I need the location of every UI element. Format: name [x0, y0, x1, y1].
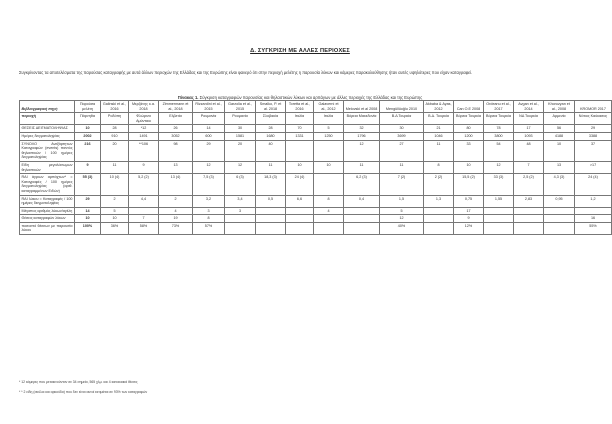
table-cell: 20 [225, 140, 256, 161]
table-cell [514, 222, 544, 234]
region-cell: ΝΔ Τουρκία [514, 113, 544, 125]
table-cell: 2,83 [514, 195, 544, 207]
header-cell: Mengüllüoğlu 2010 [380, 101, 424, 113]
table-cell: 26 [159, 125, 193, 133]
table-cell: 32 [344, 125, 380, 133]
table-cell: 98 [159, 140, 193, 161]
region-cell: Αρμενία [544, 113, 575, 125]
table-cell: 2002 [75, 132, 101, 140]
table-cell: >17 [575, 161, 612, 173]
table-cell: 14 [75, 207, 101, 215]
header-cell: Khorozyan et al., 2008 [544, 101, 575, 113]
table-cell: 80 [454, 125, 484, 133]
table-cell [314, 140, 344, 161]
table-cell: 5 [380, 207, 424, 215]
table-cell: 10 (4) [101, 174, 129, 195]
header-cell: Παρούσα μελέτη [75, 101, 101, 113]
table-cell [484, 207, 514, 215]
table-cell: 17 [514, 125, 544, 133]
table-cell [484, 215, 514, 223]
row-label: Ημέρες δειγματοληψίας [20, 132, 75, 140]
region-cell: Φλώρινα Αμύνταιο [129, 113, 159, 125]
table-cell: 37 [575, 140, 612, 161]
table-cell: 20 [101, 140, 129, 161]
table-cell: 13 [159, 161, 193, 173]
table-body [20, 113, 612, 235]
table-cell: 5 [101, 207, 129, 215]
table-cell: 13 (4) [159, 174, 193, 195]
table-cell: 1,55 [484, 195, 514, 207]
footnote: * * 2 είδη (σκύλοι και αρκούδα) που δεν είναι αυτοί εκτιμάται σε 93% των καταγραφών [19, 390, 148, 394]
table-cell: 54 [484, 140, 514, 161]
table-cell [314, 222, 344, 234]
table-cell: 600 [193, 132, 225, 140]
table-cell: 12 [484, 161, 514, 173]
region-cell: Β.Δ. Τουρκία [424, 113, 454, 125]
table-cell [544, 222, 575, 234]
table-cell [314, 174, 344, 195]
table-cell: 27 [380, 140, 424, 161]
table-cell [314, 215, 344, 223]
header-cell: Garzolia et al., 2015 [225, 101, 256, 113]
header-cell: Galavernì et al., 2012 [314, 101, 344, 113]
table-cell: 48 [514, 140, 544, 161]
region-cell: Ρουμανία [225, 113, 256, 125]
table-cell [256, 215, 286, 223]
table-cell: 10 [544, 140, 575, 161]
region-cell: Βόρεια Μακεδονία [344, 113, 380, 125]
table-cell [225, 222, 256, 234]
table-cell [514, 215, 544, 223]
table-cell: 2 [159, 195, 193, 207]
table-cell [286, 207, 314, 215]
table-cell: 2,5 (2) [514, 174, 544, 195]
table-cell [575, 207, 612, 215]
table-cell: 4 [159, 207, 193, 215]
table-cell [286, 222, 314, 234]
region-cell: Βόρεια Τουρκία [484, 113, 514, 125]
table-cell: 13 [544, 161, 575, 173]
table-cell: 11 [424, 140, 454, 161]
table-cell: 70 [286, 125, 314, 133]
table-cell: 30 [380, 125, 424, 133]
row-label: RAI λύκου = Καταγραφές / 100 ημέρες δειγματοληψίας [20, 195, 75, 207]
table-cell: 5 [314, 125, 344, 133]
header-cell: Galinski et al., 2016 [101, 101, 129, 113]
table-cell: 57% [193, 222, 225, 234]
table-cell: 5,2 (2) [129, 174, 159, 195]
table-cell [424, 215, 454, 223]
table-row [20, 215, 612, 223]
table-cell: 55 (3) [75, 174, 101, 195]
row-label: Μέγιστος αριθμός λύκων/αγέλη [20, 207, 75, 215]
row-label: ΘΕΣΕΙΣ ΔΕΙΓΜΑΤΟΛΗΨΙΑΣ [20, 125, 75, 133]
table-row-region [20, 113, 612, 125]
table-cell: 1,2 [575, 195, 612, 207]
table-cell: 12 [380, 215, 424, 223]
table-cell: 30 [225, 125, 256, 133]
table-cell: 10 [454, 161, 484, 173]
row-label: ποσοστό θέσεων με παρουσία λύκου [20, 222, 75, 234]
table-cell: 12 [225, 161, 256, 173]
table-cell: *12 [129, 125, 159, 133]
table-row [20, 140, 612, 161]
table-cell: 1,3 [424, 195, 454, 207]
region-cell: Πάρνηθα [75, 113, 101, 125]
row-label: Είδη μεγαλόσωμων θηλαστικών [20, 161, 75, 173]
table-cell: 9 [454, 215, 484, 223]
table-cell: 0,75 [454, 195, 484, 207]
row-label: ΣΥΝΟΛΟ Ανεξάρτητων Καταγραφών (events) παντός θηλαστικών / 100 ημέρες δειγματοληψίας [20, 140, 75, 161]
table-cell: 11 [344, 161, 380, 173]
table-row [20, 174, 612, 195]
table-cell: 7 [514, 161, 544, 173]
table-cell: 10 [101, 215, 129, 223]
footnote: * 12 κάμερες που μετακινούνταν σε 34 σημεία, 565 χλμ. και 4 κατοικιακά θέσεις [19, 380, 138, 384]
footnotes [19, 377, 579, 397]
table-cell: 1046 [424, 132, 454, 140]
table-cell: 3,4 [225, 195, 256, 207]
table-cell: 19 [159, 215, 193, 223]
table-cell: 9 [75, 161, 101, 173]
table-cell [256, 207, 286, 215]
table-cell [544, 215, 575, 223]
table-cell [484, 222, 514, 234]
table-cell: 24 (4) [575, 174, 612, 195]
header-cell: Μερζάνης κ.α. 2018 [129, 101, 159, 113]
table-cell: 33 (3) [484, 174, 514, 195]
table-cell [286, 140, 314, 161]
table-cell: 3,2 [193, 195, 225, 207]
table-cell [129, 207, 159, 215]
table-cell: 6,6 [286, 195, 314, 207]
table-cell: 21 [424, 125, 454, 133]
table-cell: 12% [454, 222, 484, 234]
table-cell: 9 [129, 161, 159, 173]
table-cell [544, 207, 575, 215]
table-cell: 29 [193, 140, 225, 161]
table-cell: 2 (2) [424, 174, 454, 195]
header-cell: Smalko, P. et al. 2018 [256, 101, 286, 113]
table-cell: 8 [314, 195, 344, 207]
table-cell [344, 222, 380, 234]
table-cell: 10 [286, 161, 314, 173]
row-label: περιοχή [20, 113, 75, 125]
table-cell: 11 [256, 161, 286, 173]
region-cell: Β.Δ Τουρκία [380, 113, 424, 125]
header-cell: Rizzardini et al., 2015 [193, 101, 225, 113]
table-cell: 36% [101, 222, 129, 234]
header-cell: Toretta et al., 2016 [286, 101, 314, 113]
table-cell: 11 [101, 161, 129, 173]
table-cell: 10 [75, 125, 101, 133]
table-cell: 11 [380, 161, 424, 173]
table-cell: 1250 [314, 132, 344, 140]
table-cell: 4188 [544, 132, 575, 140]
region-cell: Ροδόπη [101, 113, 129, 125]
region-cell: Βόρεια Τουρκία [454, 113, 484, 125]
table-cell: 28 [256, 125, 286, 133]
table-cell: 6 (3) [225, 174, 256, 195]
table-cell: 7,5 (3) [193, 174, 225, 195]
table-cell: 6,2 (3) [344, 174, 380, 195]
table-row [20, 195, 612, 207]
table-cell: 1680 [256, 132, 286, 140]
table-cell: 7 (2) [380, 174, 424, 195]
table-caption-label: Πίνακας 1. [177, 95, 199, 100]
header-cell: Can O.E 2008 [454, 101, 484, 113]
table-cell: 1200 [454, 132, 484, 140]
table-cell: 0,5 [256, 195, 286, 207]
table-cell: 55% [575, 222, 612, 234]
table-cell: 8 [193, 215, 225, 223]
table-cell: 1093 [514, 132, 544, 140]
table-row [20, 222, 612, 234]
table-cell: 29 [575, 125, 612, 133]
table-cell: 216 [75, 140, 101, 161]
table-cell: 40% [380, 222, 424, 234]
table-cell: 4,3 (3) [544, 174, 575, 195]
region-cell: Σλοβακία [256, 113, 286, 125]
table-cell: 15,5 (2) [454, 174, 484, 195]
table-cell: **106 [129, 140, 159, 161]
table-row [20, 132, 612, 140]
table-cell: 28 [101, 125, 129, 133]
intro-paragraph: Συγκρίνοντας τα αποτελέσματα της παρούσας καταγραφής με αυτά άλλων περιοχών της Ελλάδας και της Ευρώπης είναι φανερό ότι στην περιοχή μελέτης η παρουσία λύκων και κάμερες παρακολούθησης ήταν αυτές υψηλότερες που είχαν καταγραφεί. [19, 70, 473, 75]
table-cell: 8 [424, 161, 454, 173]
comparison-table [19, 100, 612, 235]
table-cell [344, 215, 380, 223]
table-cell: 4 [314, 207, 344, 215]
table-cell: 910 [101, 132, 129, 140]
table-cell: 18,3 (3) [256, 174, 286, 195]
table-cell: 3 [193, 207, 225, 215]
table-cell: 78 [484, 125, 514, 133]
row-label: RAI άγριων αρπάχτων* = Καταγραφές / 100 ημέρες δειγματοληψίας (αριθ. καταγραμμένων Ειδών) [20, 174, 75, 195]
table-cell [286, 215, 314, 223]
table-cell: 0,4 [344, 195, 380, 207]
header-cell: Zimmermann et al., 2018 [159, 101, 193, 113]
table-cell: 14 [193, 125, 225, 133]
table-row [20, 207, 612, 215]
table-cell [514, 207, 544, 215]
region-cell: Νότιος Καύκασος [575, 113, 612, 125]
table-cell: 1331 [286, 132, 314, 140]
table-row [20, 161, 612, 173]
table-cell [424, 207, 454, 215]
table-cell: 3 [225, 207, 256, 215]
header-cell: Avgan et al., 2014 [514, 101, 544, 113]
region-cell: Ρουμανία [193, 113, 225, 125]
region-cell: Ελβετία [159, 113, 193, 125]
table-cell: 0,95 [544, 195, 575, 207]
table-cell [424, 222, 454, 234]
table-cell: 100% [75, 222, 101, 234]
table-cell: 58% [129, 222, 159, 234]
header-cell: Βιβλιογραφική πηγή [20, 101, 75, 113]
row-label: Θέσεις καταγραφών λύκων [20, 215, 75, 223]
header-cell: Melovski et al 2008 [344, 101, 380, 113]
table-cell: 17 [454, 207, 484, 215]
table-cell: 10 [314, 161, 344, 173]
table-cell: 33 [454, 140, 484, 161]
table-header-row [20, 101, 612, 113]
table-cell: 24 (4) [286, 174, 314, 195]
page-heading: Δ. ΣΥΓΚΡΙΣΗ ΜΕ ΑΛΛΕΣ ΠΕΡΙΟΧΕΣ [250, 48, 350, 54]
table-cell [225, 215, 256, 223]
table-cell: 29 [75, 195, 101, 207]
table-cell: 1491 [129, 132, 159, 140]
table-caption-text: Σύγκριση καταγραφών παρουσίας και θηλαστικών λύκων και αρπάγων με άλλες περιοχές της Ελλάδας και της Ευρώπης [198, 95, 423, 100]
table-cell: 16 [575, 215, 612, 223]
table-cell: 7 [129, 215, 159, 223]
region-cell: Ιταλία [286, 113, 314, 125]
table-cell: 1581 [225, 132, 256, 140]
region-cell: Ιταλία [314, 113, 344, 125]
header-cell: Ordeanu et al., 2017 [484, 101, 514, 113]
table-cell: 40 [256, 140, 286, 161]
table-cell: 1796 [344, 132, 380, 140]
table-cell: 3388 [575, 132, 612, 140]
table-cell: 12 [193, 161, 225, 173]
table-cell: 3699 [380, 132, 424, 140]
table-cell [256, 222, 286, 234]
table-cell: 1,5 [380, 195, 424, 207]
table-cell: 2 [101, 195, 129, 207]
table-cell: 12 [344, 140, 380, 161]
table-cell [344, 207, 380, 215]
table-row [20, 125, 612, 133]
table-cell: 10 [75, 215, 101, 223]
table-cell: 3052 [159, 132, 193, 140]
table-cell: 3800 [484, 132, 514, 140]
table-cell: 56 [544, 125, 575, 133]
table-cell: 73% [159, 222, 193, 234]
header-cell: KROMOR 2017 [575, 101, 612, 113]
header-cell: Akbaba & Ayas, 2012 [424, 101, 454, 113]
table-cell: 4,4 [129, 195, 159, 207]
